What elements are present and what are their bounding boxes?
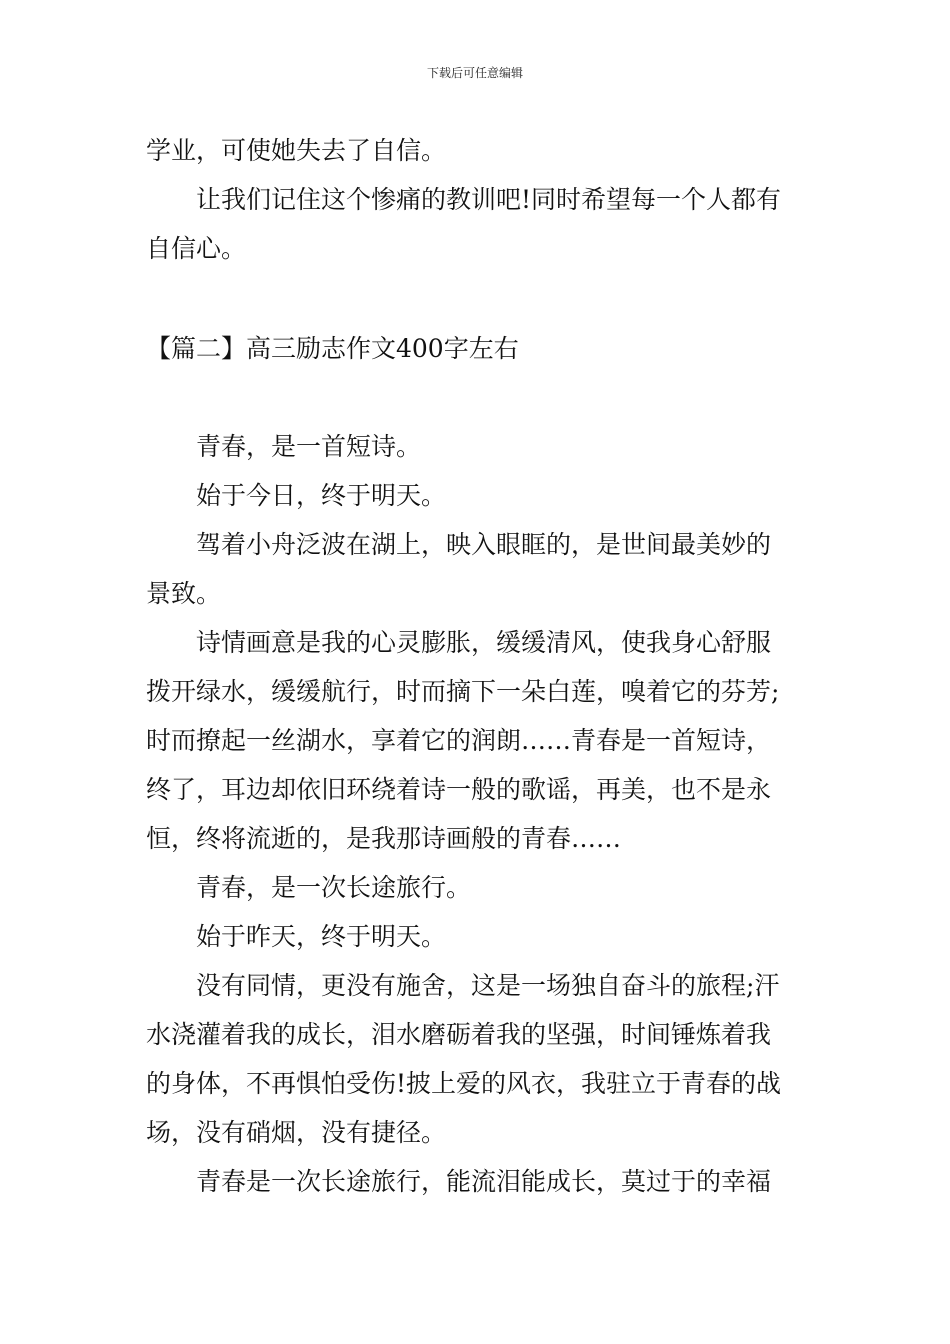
text-line: 的身体，不再惧怕受伤!披上爱的风衣，我驻立于青春的战: [146, 1069, 782, 1098]
text-line: 学业，可使她失去了自信。: [146, 136, 447, 165]
text-line: 景致。: [146, 579, 222, 608]
document-body: [146, 126, 808, 1206]
text-line: 诗情画意是我的心灵膨胀，缓缓清风，使我身心舒服: [196, 628, 772, 657]
text-line: 自信心。: [146, 234, 247, 263]
text-line: 没有同情，更没有施舍，这是一场独自奋斗的旅程;汗: [196, 971, 780, 1000]
text-line: 青春是一次长途旅行，能流泪能成长，莫过于的幸福: [196, 1167, 772, 1196]
text-line: 终了，耳边却依旧环绕着诗一般的歌谣，再美，也不是永: [146, 775, 772, 804]
text-line: 水浇灌着我的成长，泪水磨砺着我的坚强，时间锤炼着我: [146, 1020, 772, 1049]
text-line: 让我们记住这个惨痛的教训吧!同时希望每一个人都有: [196, 185, 782, 214]
text-line: 恒，终将流逝的，是我那诗画般的青春……: [146, 824, 622, 853]
spacer: [146, 273, 808, 324]
text-line: 拨开绿水，缓缓航行，时而摘下一朵白莲，嗅着它的芬芳;: [146, 677, 780, 706]
text-line: 驾着小舟泛波在湖上，映入眼眶的，是世间最美妙的: [196, 530, 772, 559]
spacer: [146, 373, 808, 422]
text-line: 场，没有硝烟，没有捷径。: [146, 1118, 447, 1147]
section-heading: 【篇二】高三励志作文400字左右: [146, 334, 519, 363]
text-line: 始于昨天，终于明天。: [196, 922, 447, 951]
text-line: 青春，是一首短诗。: [196, 432, 422, 461]
page-header: 下载后可任意编辑: [426, 66, 523, 80]
text-line: 时而撩起一丝湖水，享着它的润朗……青春是一首短诗，: [146, 726, 772, 755]
text-line: 始于今日，终于明天。: [196, 481, 447, 510]
text-line: 青春，是一次长途旅行。: [196, 873, 472, 902]
